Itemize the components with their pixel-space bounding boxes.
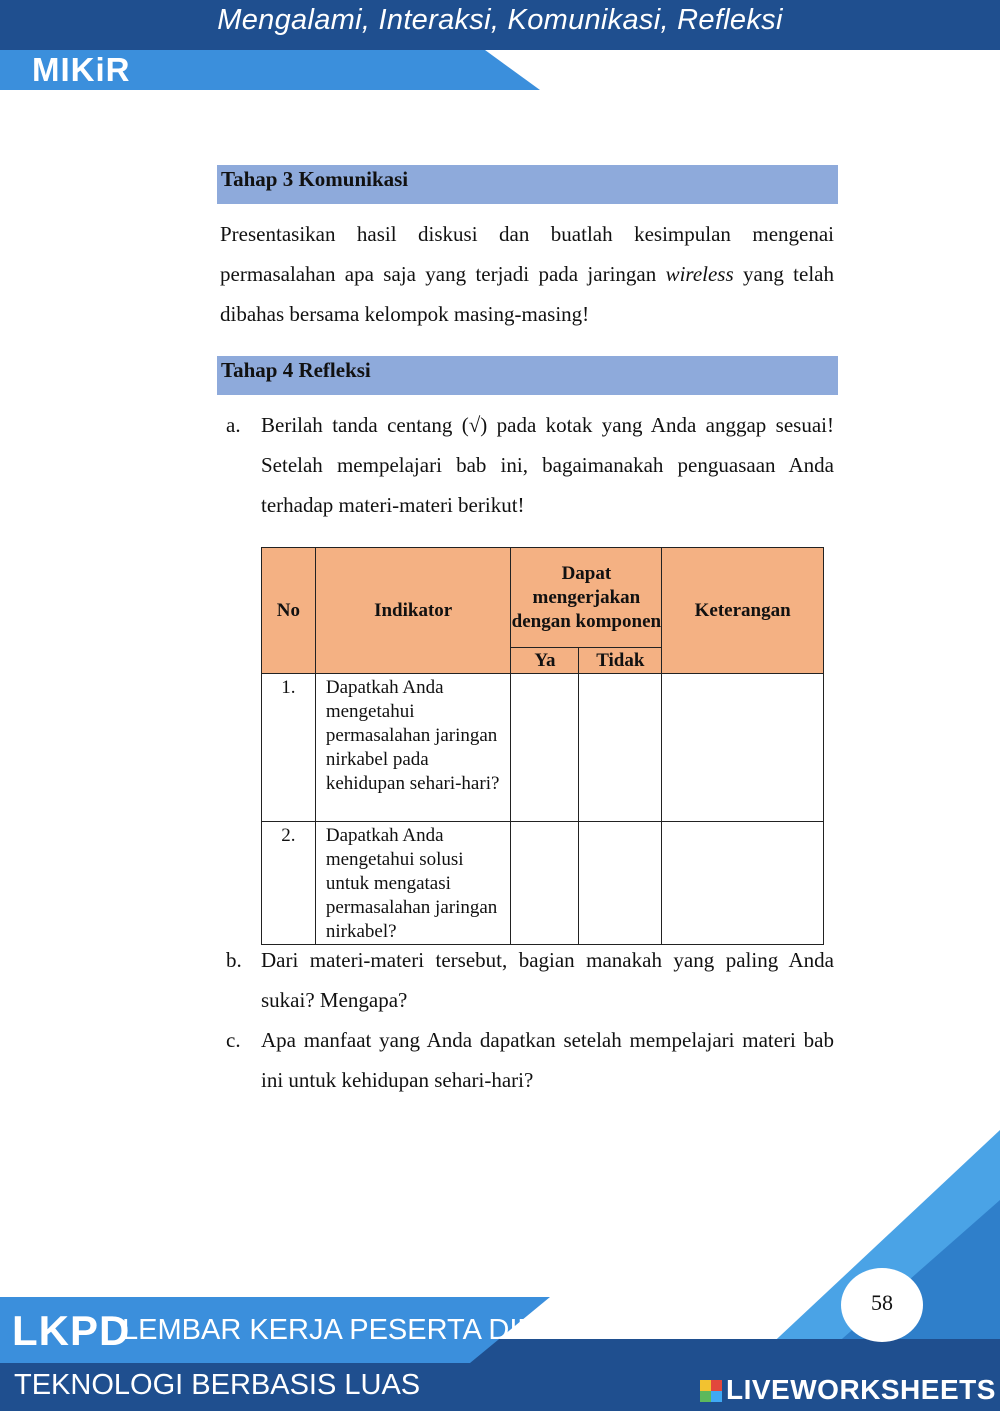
footer-subtitle: LEMBAR KERJA PESERTA DIDIK xyxy=(122,1314,566,1346)
list-marker: a. xyxy=(226,413,241,437)
table-row xyxy=(262,822,824,945)
header-dapat: Dapat mengerjakan dengan komponen xyxy=(511,548,662,648)
section-title: Tahap 4 Refleksi xyxy=(221,358,371,382)
section-header-tahap4 xyxy=(217,356,838,395)
table-row xyxy=(262,674,824,822)
list-item-a xyxy=(226,405,834,525)
list-marker: c. xyxy=(226,1028,241,1052)
list-marker: b. xyxy=(226,948,242,972)
section-header-tahap3 xyxy=(217,165,838,204)
paragraph-text: Presentasikan hasil diskusi dan buatlah kesimpulan mengenai permasalahan apa saja yang terjadi pada jaringan xyxy=(220,222,834,286)
list-item-c xyxy=(226,1020,834,1100)
watermark: LIVEWORKSHEETS xyxy=(726,1374,996,1405)
row-number: 2. xyxy=(262,822,316,945)
header-ya: Ya xyxy=(511,648,579,674)
row-indikator: Dapatkah Anda mengetahui permasalahan jaringan nirkabel pada kehidupan sehari-hari? xyxy=(315,674,511,822)
row-number: 1. xyxy=(262,674,316,822)
liveworksheets-logo-icon xyxy=(700,1380,722,1402)
list-text: Apa manfaat yang Anda dapatkan setelah mempelajari materi bab ini untuk kehidupan sehari-hari? xyxy=(261,1028,834,1092)
checkbox-ya-1[interactable] xyxy=(511,674,579,822)
checkbox-ya-2[interactable] xyxy=(511,822,579,945)
list-text: Berilah tanda centang (√) pada kotak yang Anda anggap sesuai! Setelah mempelajari bab ini, bagaimanakah penguasaan Anda terhadap materi-materi berikut! xyxy=(261,413,834,517)
header-no: No xyxy=(262,548,316,674)
keterangan-field-2[interactable] xyxy=(662,822,824,945)
footer-subject: TEKNOLOGI BERBASIS LUAS xyxy=(14,1369,421,1401)
header-tidak: Tidak xyxy=(579,648,662,674)
footer-lkpd-logo: LKPD xyxy=(12,1307,131,1354)
list-item-b xyxy=(226,940,834,1020)
header-title: Mengalami, Interaksi, Komunikasi, Refleksi xyxy=(217,4,783,36)
header-keterangan: Keterangan xyxy=(662,548,824,674)
tahap3-paragraph xyxy=(220,214,834,334)
section-title: Tahap 3 Komunikasi xyxy=(221,167,409,191)
reflection-table xyxy=(261,547,824,945)
paragraph-text: yang telah dibahas bersama kelompok masing-masing! xyxy=(220,262,834,326)
paragraph-italic-term: wireless xyxy=(665,262,734,286)
checkbox-tidak-2[interactable] xyxy=(579,822,662,945)
brand-logo: MIKiR xyxy=(32,51,131,88)
row-indikator: Dapatkah Anda mengetahui solusi untuk mengatasi permasalahan jaringan nirkabel? xyxy=(315,822,511,945)
keterangan-field-1[interactable] xyxy=(662,674,824,822)
list-text: Dari materi-materi tersebut, bagian manakah yang paling Anda sukai? Mengapa? xyxy=(261,948,834,1012)
checkbox-tidak-1[interactable] xyxy=(579,674,662,822)
page-number: 58 xyxy=(871,1290,893,1315)
header-indikator: Indikator xyxy=(315,548,511,674)
